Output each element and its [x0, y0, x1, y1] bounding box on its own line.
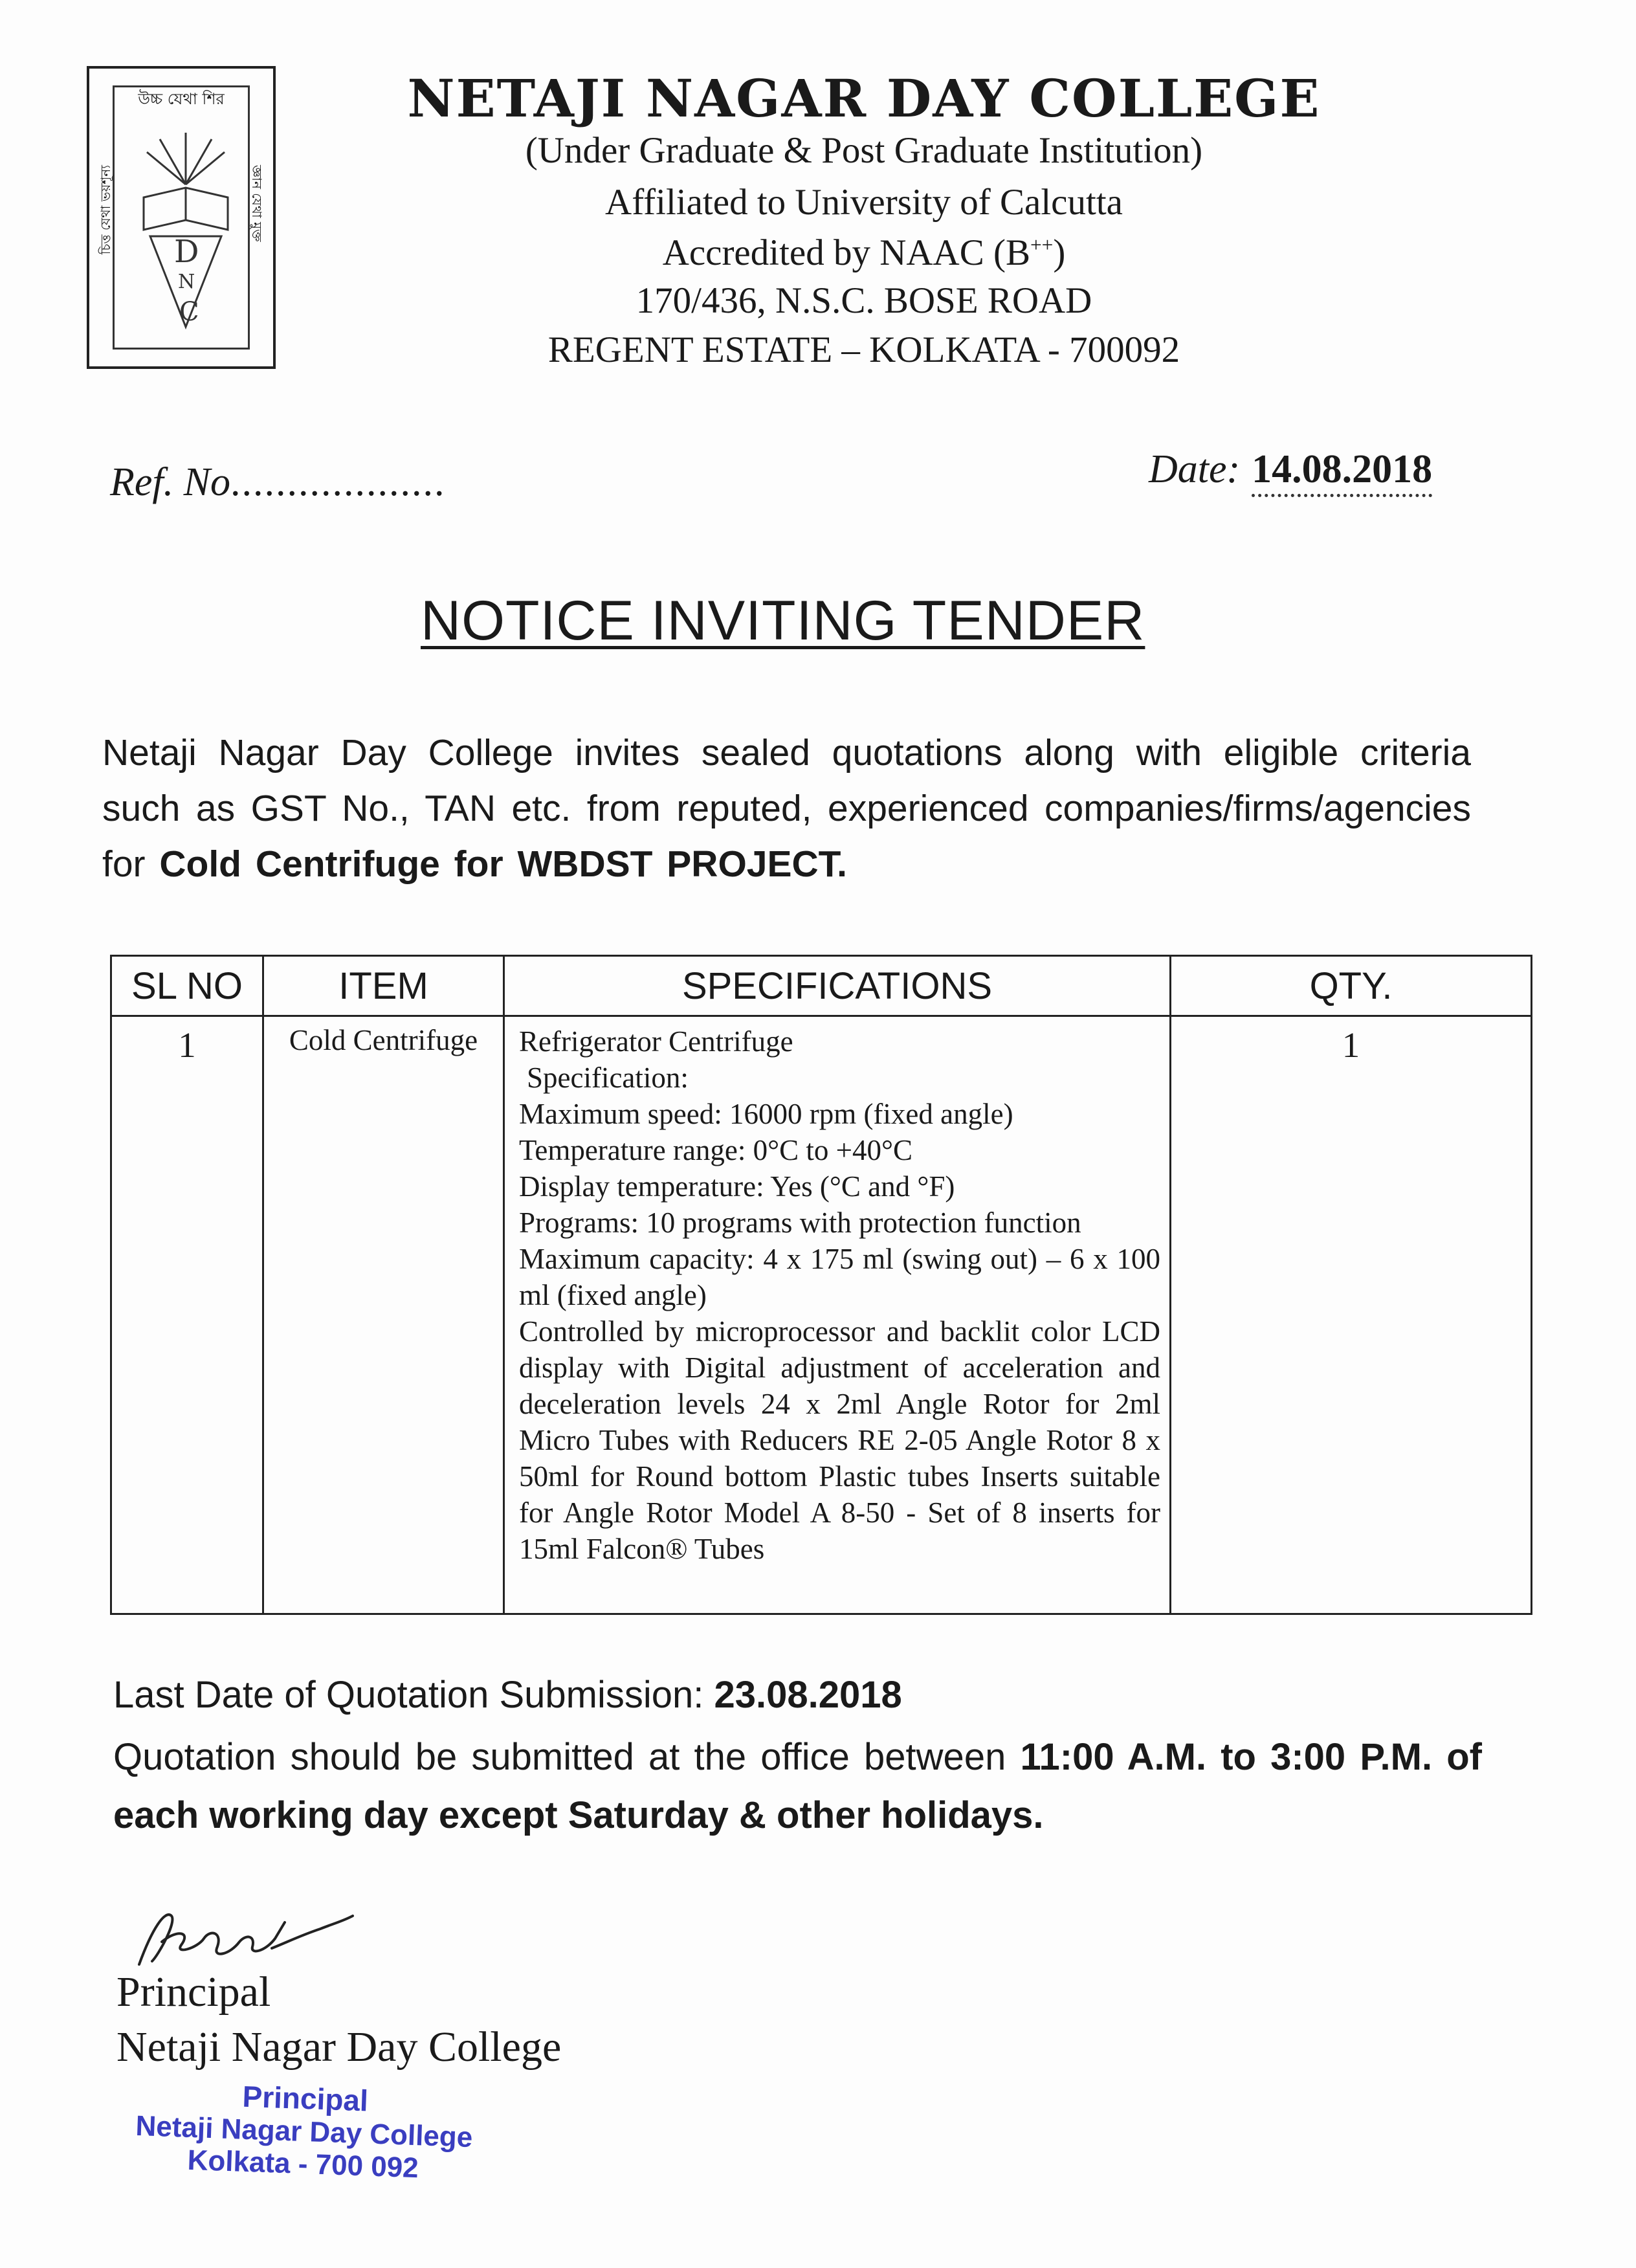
logo-motto-left: চিত্ত যেথা ভয়শূন্য: [98, 165, 113, 255]
table-header-row: [111, 956, 1532, 1016]
accreditation-text: Accredited by NAAC (B: [662, 232, 1030, 273]
spec-line: Programs: 10 programs with protection function: [519, 1206, 1081, 1239]
notice-title: NOTICE INVITING TENDER: [421, 590, 1145, 652]
college-name: NETAJI NAGAR DAY COLLEGE: [407, 68, 1321, 129]
accreditation-grade: ++: [1030, 234, 1054, 256]
submission-instructions: [113, 1728, 1482, 1845]
header-affiliation: Affiliated to University of Calcutta: [605, 182, 1123, 223]
spec-line: Specification:: [527, 1062, 689, 1094]
logo-motto-top: উচ্চ যেথা শির: [138, 90, 225, 108]
notice-date: [1149, 447, 1432, 493]
submission-hours: 11:00 A.M. to 3:00 P.M. of each working day except Saturday & other holidays.: [113, 1736, 1482, 1836]
last-submission-date: [113, 1673, 902, 1717]
stamp-city: Kolkata - 700 092: [186, 2144, 419, 2185]
last-date-value: 23.08.2018: [714, 1674, 902, 1716]
svg-text:N: N: [178, 271, 195, 293]
svg-text:D: D: [174, 234, 199, 270]
last-date-label: Last Date of Quotation Submission:: [113, 1674, 714, 1716]
reference-number: [110, 460, 445, 506]
cell-specifications: [504, 1016, 1171, 1614]
intro-paragraph: [102, 725, 1471, 892]
logo-motto-right: জ্ঞান যেথা মুক্ত: [249, 165, 265, 242]
header-institution-type: (Under Graduate & Post Graduate Institution): [525, 130, 1203, 171]
tender-table: [110, 955, 1531, 1615]
header-sl-no: SL NO: [111, 956, 263, 1016]
cell-item: Cold Centrifuge: [263, 1016, 504, 1614]
header-item: ITEM: [263, 956, 504, 1016]
ref-blank: ...................: [230, 460, 446, 504]
book-emblem-icon: [134, 126, 238, 340]
signatory-title: Principal: [116, 1968, 271, 2016]
logo-frame: [98, 85, 265, 350]
official-stamp: [121, 2074, 487, 2186]
spec-line: Display temperature: Yes (°C and °F): [519, 1170, 955, 1203]
svg-text:C: C: [179, 297, 199, 327]
ref-label: Ref. No: [110, 460, 230, 504]
spec-line: Refrigerator Centrifuge: [519, 1025, 793, 1058]
spec-line: Controlled by microprocessor and backlit color LCD display with Digital adjustment of acceleration and deceleration levels 24 x 2ml Angle Rotor for 2ml Micro Tubes with Reducers RE 2-05 Angle Rotor 8 x 50ml for Round bottom Plastic tubes Inserts suitable for Angle Rotor Model A 8-50 - Set of 8 inserts for 15ml Falcon® Tubes: [519, 1315, 1160, 1565]
college-logo: [87, 66, 276, 369]
date-label: Date:: [1149, 447, 1241, 491]
header-accreditation: [362, 232, 1365, 274]
spec-line: Temperature range: 0°C to +40°C: [519, 1134, 913, 1166]
header-address-street: 170/436, N.S.C. BOSE ROAD: [636, 280, 1092, 321]
stamp-title: Principal: [241, 2079, 369, 2118]
header-specifications: SPECIFICATIONS: [504, 956, 1171, 1016]
table-row: [111, 1016, 1532, 1614]
cell-qty: 1: [1171, 1016, 1532, 1614]
intro-item-highlight: Cold Centrifuge for WBDST PROJECT.: [159, 843, 848, 885]
spec-line: Maximum capacity: 4 x 175 ml (swing out) – 6 x 100 ml (fixed angle): [519, 1243, 1160, 1311]
signatory-college: Netaji Nagar Day College: [116, 2023, 562, 2071]
principal-signature: [126, 1903, 359, 1974]
accreditation-close: ): [1053, 232, 1066, 273]
cell-sl-no: 1: [111, 1016, 263, 1614]
stamp-college: Netaji Nagar Day College: [135, 2109, 474, 2154]
spec-line: Maximum speed: 16000 rpm (fixed angle): [519, 1098, 1013, 1130]
date-value: 14.08.2018: [1252, 447, 1432, 497]
intro-text: Netaji Nagar Day College invites sealed quotations along with eligible criteria such as GST No., TAN etc. from reputed, experienced companies/firms/agencies for: [102, 732, 1471, 885]
submission-text: Quotation should be submitted at the office between: [113, 1736, 1021, 1778]
header-address-city: REGENT ESTATE – KOLKATA - 700092: [547, 329, 1180, 370]
header-qty: QTY.: [1171, 956, 1532, 1016]
